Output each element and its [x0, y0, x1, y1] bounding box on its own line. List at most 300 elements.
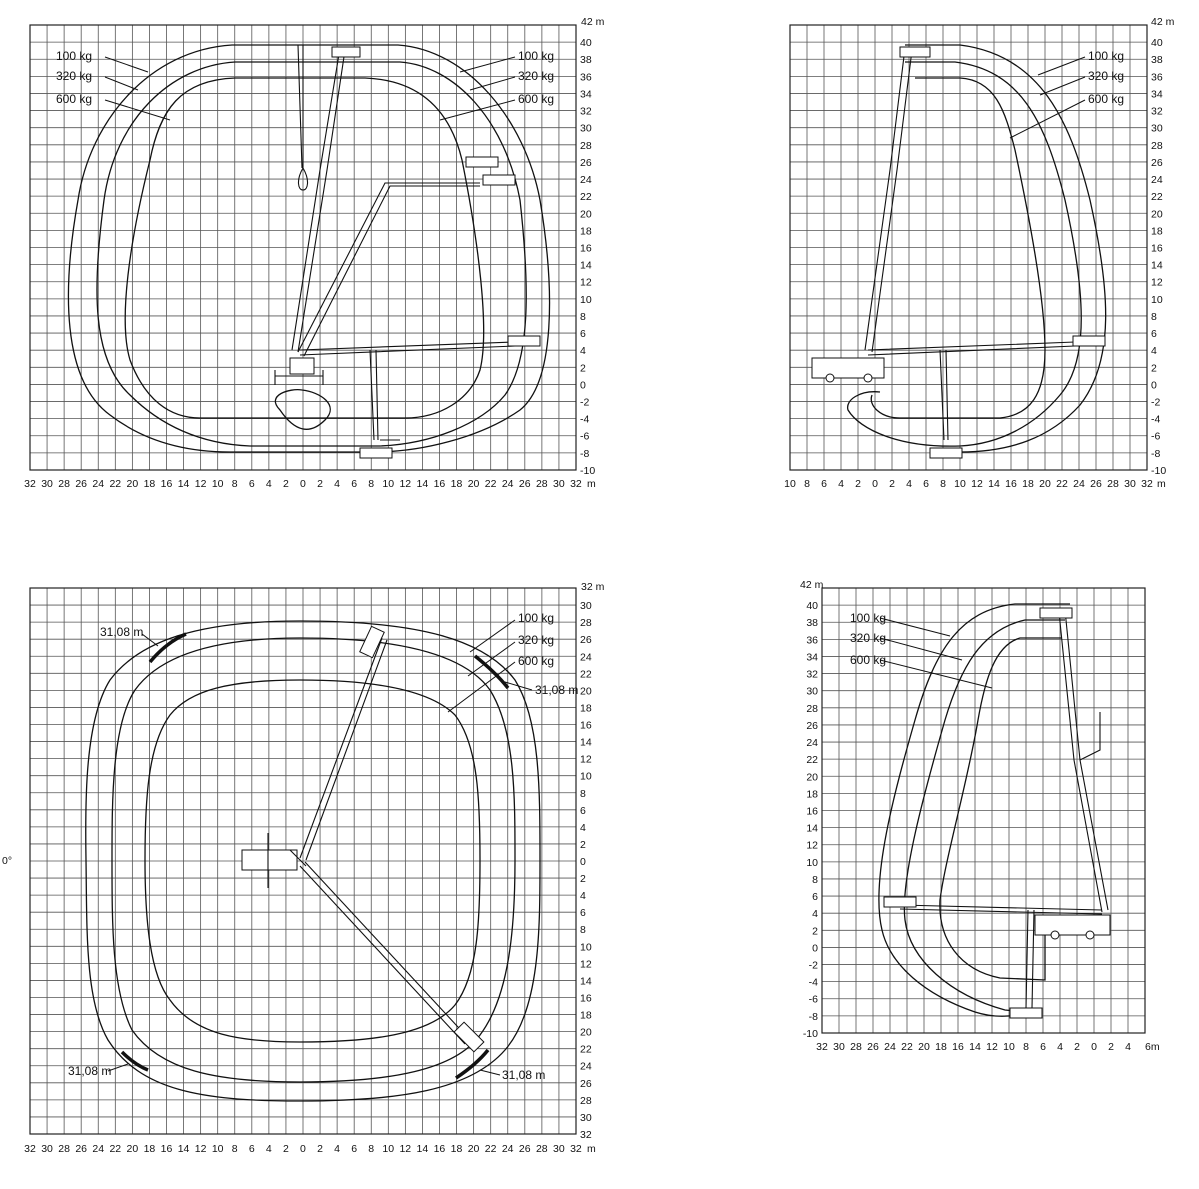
basket-lower: [454, 1022, 484, 1052]
side-full-x-ticks: [24, 478, 582, 490]
y-tick-label: 22: [806, 754, 818, 767]
label-100kg: 100 kg: [850, 611, 887, 625]
y-tick-label: 26: [1151, 156, 1163, 169]
x-tick-label: 2: [282, 478, 289, 490]
y-tick-label: -4: [808, 976, 818, 989]
x-tick-label: 2: [1074, 1041, 1080, 1053]
label-320kg: 320 kg: [1088, 69, 1125, 83]
y-tick-label: 2: [812, 925, 818, 938]
x-tick-label: 22: [901, 1041, 913, 1053]
y-tick-label: 26: [806, 719, 818, 732]
y-tick-label: 34: [806, 651, 818, 664]
x-tick-label: 20: [1039, 478, 1051, 490]
side-half-y-ticks: [1151, 37, 1166, 477]
x-tick-label: 4: [265, 478, 272, 490]
x-tick-label: 16: [433, 478, 446, 490]
top-view-x-unit: m: [587, 1143, 596, 1155]
y-tick-label: -10: [1151, 464, 1167, 477]
y-tick-label: 14: [580, 975, 592, 988]
x-tick-label: 12: [194, 1143, 207, 1155]
y-tick-label: 10: [580, 293, 592, 306]
label-320kg-left: 320 kg: [56, 69, 93, 83]
y-tick-label: 14: [580, 736, 592, 749]
x-tick-label: 24: [1073, 478, 1085, 490]
y-tick-label: -2: [580, 396, 590, 409]
y-tick-label: 22: [580, 191, 592, 204]
y-tick-label: 2: [580, 838, 586, 851]
side-half-x-ticks: [784, 478, 1153, 490]
x-tick-label: 10: [1003, 1041, 1015, 1053]
y-tick-label: 18: [580, 225, 592, 238]
x-tick-label: 8: [231, 478, 238, 490]
y-tick-label: 30: [580, 1111, 592, 1124]
x-tick-label: 10: [784, 478, 796, 490]
x-tick-label: 12: [194, 478, 207, 490]
y-tick-label: 36: [580, 71, 592, 84]
y-tick-label: 18: [1151, 225, 1163, 238]
x-tick-label: 32: [1141, 478, 1153, 490]
side-rear-y-ticks: [803, 600, 818, 1040]
truck-chassis: [1035, 915, 1110, 935]
y-tick-label: 8: [1151, 310, 1157, 323]
label-600kg-left: 600 kg: [56, 92, 93, 106]
arrow-320kg-left: [105, 77, 138, 90]
x-tick-label: 32: [570, 478, 582, 490]
y-tick-label: 12: [580, 276, 592, 289]
x-tick-label: 14: [416, 478, 429, 490]
basket-top: [900, 47, 930, 57]
basket-top: [332, 47, 360, 57]
x-tick-label: 24: [884, 1041, 896, 1053]
y-tick-label: 24: [580, 174, 592, 187]
radius-label-bottom-right: 31,08 m: [502, 1068, 546, 1082]
y-tick-label: -8: [580, 447, 590, 460]
label-600kg: 600 kg: [850, 653, 887, 667]
label-100kg-right: 100 kg: [518, 49, 555, 63]
label-320kg: 320 kg: [850, 631, 887, 645]
y-tick-label: 36: [1151, 71, 1163, 84]
y-tick-label: 6: [580, 907, 586, 920]
chassis-top: [242, 850, 297, 870]
x-tick-label: 10: [382, 1143, 395, 1155]
x-tick-label: 6: [248, 1143, 255, 1155]
x-tick-label: 8: [1023, 1041, 1029, 1053]
y-tick-label: -6: [1151, 430, 1161, 443]
y-tick-label: -8: [808, 1010, 818, 1023]
side-rear-x-unit: 6m: [1145, 1041, 1160, 1053]
x-tick-label: 30: [833, 1041, 845, 1053]
y-tick-label: 10: [580, 941, 592, 954]
x-tick-label: 20: [467, 478, 480, 490]
y-tick-label: 32: [1151, 105, 1163, 118]
arrow-100kg: [880, 618, 950, 636]
boom-vertical: [1059, 610, 1108, 912]
y-tick-label: 28: [806, 702, 818, 715]
y-tick-label: 4: [580, 890, 586, 903]
x-tick-label: 0: [300, 1143, 306, 1155]
x-tick-label: 26: [518, 478, 531, 490]
y-tick-label: 6: [812, 891, 818, 904]
y-tick-label: 38: [1151, 54, 1163, 67]
x-tick-label: 32: [570, 1143, 582, 1155]
x-tick-label: 6: [821, 478, 827, 490]
y-tick-label: 12: [580, 753, 592, 766]
x-tick-label: 26: [867, 1041, 879, 1053]
x-tick-label: 26: [1090, 478, 1102, 490]
y-tick-label: 8: [580, 310, 586, 323]
y-tick-label: 30: [580, 122, 592, 135]
x-tick-label: 0: [872, 478, 878, 490]
x-tick-label: 12: [986, 1041, 998, 1053]
x-tick-label: 30: [41, 1143, 53, 1155]
label-100kg: 100 kg: [518, 611, 555, 625]
y-tick-label: 20: [1151, 208, 1163, 221]
label-320kg: 320 kg: [518, 633, 555, 647]
radius-arc-top-left: [150, 634, 186, 662]
y-tick-label: 24: [1151, 174, 1163, 187]
basket-upper-right-1: [466, 157, 498, 167]
y-tick-label: 6: [580, 328, 586, 341]
basket-right: [1073, 336, 1105, 346]
x-tick-label: 10: [954, 478, 966, 490]
envelope-320kg: [97, 62, 526, 446]
label-100kg: 100 kg: [1088, 49, 1125, 63]
y-tick-label: 8: [812, 873, 818, 886]
x-tick-label: 4: [334, 478, 341, 490]
y-tick-label: -6: [580, 430, 590, 443]
y-tick-label: 12: [1151, 276, 1163, 289]
x-tick-label: 28: [535, 1143, 548, 1155]
chassis: [290, 358, 314, 374]
wheel-front: [1051, 931, 1059, 939]
side-half-diagram: [784, 16, 1174, 490]
x-tick-label: 22: [484, 478, 497, 490]
boom-down: [940, 350, 948, 440]
x-tick-label: 10: [382, 478, 395, 490]
y-tick-label: -4: [580, 413, 590, 426]
x-tick-label: 4: [334, 1143, 341, 1155]
envelope-320kg: [112, 638, 515, 1082]
y-tick-label: -10: [802, 1027, 818, 1040]
x-tick-label: 14: [177, 478, 190, 490]
y-tick-label: 14: [1151, 259, 1163, 272]
arrow-radius-top-left: [142, 634, 158, 646]
y-tick-label: 26: [580, 156, 592, 169]
radius-arc-bottom-right: [456, 1050, 488, 1078]
y-tick-label: 12: [806, 839, 818, 852]
y-tick-label: 16: [580, 719, 592, 732]
x-tick-label: 32: [24, 1143, 36, 1155]
x-tick-label: 10: [211, 478, 224, 490]
basket-low: [1010, 1008, 1042, 1018]
arrow-radius-bottom-right: [480, 1070, 500, 1075]
radius-label-top-left: 31,08 m: [100, 625, 144, 639]
x-tick-label: 20: [126, 478, 139, 490]
x-tick-label: 4: [1125, 1041, 1131, 1053]
x-tick-label: 22: [109, 478, 122, 490]
y-tick-label: 14: [580, 259, 592, 272]
x-tick-label: 22: [484, 1143, 497, 1155]
side-full-x-unit: m: [587, 478, 596, 490]
x-tick-label: 12: [399, 1143, 412, 1155]
arrow-radius-top-right: [505, 682, 532, 690]
wheel-rear: [864, 374, 872, 382]
y-tick-label: 8: [580, 787, 586, 800]
y-tick-label: 22: [580, 1043, 592, 1056]
y-tick-label: 8: [580, 924, 586, 937]
basket-top: [1040, 608, 1072, 618]
x-tick-label: 18: [450, 478, 463, 490]
x-tick-label: 4: [1057, 1041, 1063, 1053]
truck-chassis: [812, 358, 884, 378]
x-tick-label: 14: [416, 1143, 429, 1155]
label-320kg-right: 320 kg: [518, 69, 555, 83]
x-tick-label: 20: [467, 1143, 480, 1155]
x-tick-label: 16: [1005, 478, 1017, 490]
y-tick-label: 40: [580, 37, 592, 50]
x-tick-label: 18: [1022, 478, 1034, 490]
y-tick-label: 24: [580, 651, 592, 664]
x-tick-label: 30: [1124, 478, 1136, 490]
y-tick-label: 38: [806, 617, 818, 630]
y-tick-label: 26: [580, 634, 592, 647]
y-tick-label: 0: [812, 942, 818, 955]
y-tick-label: 20: [580, 685, 592, 698]
y-tick-label: -2: [1151, 396, 1161, 409]
arrow-600kg: [1010, 100, 1085, 138]
angle-label: 0°: [2, 855, 13, 867]
y-tick-label: 0: [1151, 379, 1157, 392]
y-tick-label: 30: [580, 600, 592, 613]
x-tick-label: 2: [317, 478, 323, 490]
y-tick-label: 40: [1151, 37, 1163, 50]
top-view-y-unit: 32 m: [581, 581, 605, 593]
y-tick-label: 0: [580, 379, 586, 392]
y-tick-label: 24: [806, 737, 818, 750]
y-tick-label: 20: [580, 208, 592, 221]
y-tick-label: 30: [1151, 122, 1163, 135]
y-tick-label: 30: [806, 685, 818, 698]
top-view-diagram: [2, 581, 605, 1155]
x-tick-label: 2: [855, 478, 861, 490]
label-600kg: 600 kg: [1088, 92, 1125, 106]
x-tick-label: 28: [1107, 478, 1119, 490]
arrow-320kg-right: [470, 77, 515, 90]
y-tick-label: 10: [1151, 293, 1163, 306]
x-tick-label: 14: [988, 478, 1000, 490]
side-half-x-unit: m: [1157, 478, 1166, 490]
boom-horizontal: [900, 905, 1102, 914]
y-tick-label: 4: [580, 821, 586, 834]
x-tick-label: 24: [501, 1143, 514, 1155]
x-tick-label: 28: [535, 478, 548, 490]
x-tick-label: 32: [816, 1041, 828, 1053]
basket-low: [930, 448, 962, 458]
y-tick-label: 4: [1151, 345, 1157, 358]
wheel-front: [826, 374, 834, 382]
x-tick-label: 30: [553, 478, 565, 490]
x-tick-label: 8: [940, 478, 946, 490]
x-tick-label: 4: [265, 1143, 272, 1155]
y-tick-label: -4: [1151, 413, 1161, 426]
boom-diagonal: [298, 183, 480, 356]
x-tick-label: 28: [58, 478, 70, 490]
y-tick-label: 32: [806, 668, 818, 681]
basket-left: [884, 897, 916, 907]
x-tick-label: 6: [923, 478, 929, 490]
y-tick-label: 40: [806, 600, 818, 613]
x-tick-label: 24: [92, 478, 105, 490]
x-tick-label: 28: [850, 1041, 862, 1053]
x-tick-label: 26: [518, 1143, 531, 1155]
x-tick-label: 18: [935, 1041, 947, 1053]
y-tick-label: 28: [1151, 139, 1163, 152]
label-600kg-right: 600 kg: [518, 92, 555, 106]
y-tick-label: 22: [580, 668, 592, 681]
side-full-y-ticks: [580, 37, 595, 477]
y-tick-label: 18: [580, 702, 592, 715]
x-tick-label: 18: [143, 478, 156, 490]
basket-upper-right-2: [483, 175, 515, 185]
x-tick-label: 4: [906, 478, 912, 490]
y-tick-label: 36: [806, 634, 818, 647]
x-tick-label: 8: [368, 478, 375, 490]
y-tick-label: 18: [580, 1009, 592, 1022]
y-tick-label: 2: [1151, 362, 1157, 375]
envelope-100kg: [905, 45, 1106, 452]
y-tick-label: 24: [580, 1060, 592, 1073]
side-half-y-unit: 42 m: [1151, 16, 1175, 28]
x-tick-label: 8: [231, 1143, 238, 1155]
y-tick-label: 28: [580, 1094, 592, 1107]
y-tick-label: 20: [806, 771, 818, 784]
y-tick-label: 10: [580, 770, 592, 783]
x-tick-label: 24: [501, 478, 514, 490]
x-tick-label: 16: [952, 1041, 964, 1053]
side-rear-y-unit: 42 m: [800, 579, 824, 591]
y-tick-label: 32: [580, 105, 592, 118]
y-tick-label: 34: [580, 88, 592, 101]
basket-low: [360, 448, 392, 458]
label-100kg-left: 100 kg: [56, 49, 93, 63]
y-tick-label: -2: [808, 959, 818, 972]
x-tick-label: 24: [92, 1143, 105, 1155]
boom-vertical-tip-loop: [298, 45, 308, 190]
y-tick-label: 16: [580, 242, 592, 255]
x-tick-label: 6: [351, 478, 358, 490]
arrow-320kg: [1040, 77, 1085, 95]
x-tick-label: 6: [351, 1143, 358, 1155]
x-tick-label: 8: [368, 1143, 375, 1155]
radius-label-bottom-left: 31,08 m: [68, 1064, 112, 1078]
x-tick-label: 6: [248, 478, 255, 490]
x-tick-label: 14: [969, 1041, 981, 1053]
side-full-y-unit: 42 m: [581, 16, 605, 28]
y-tick-label: 16: [806, 805, 818, 818]
y-tick-label: 6: [580, 804, 586, 817]
x-tick-label: 0: [1091, 1041, 1097, 1053]
y-tick-label: 4: [812, 908, 818, 921]
x-tick-label: 20: [126, 1143, 139, 1155]
y-tick-label: 0: [580, 856, 586, 868]
x-tick-label: 16: [160, 1143, 173, 1155]
x-tick-label: 30: [41, 478, 53, 490]
y-tick-label: 16: [1151, 242, 1163, 255]
y-tick-label: 28: [580, 139, 592, 152]
x-tick-label: 18: [143, 1143, 156, 1155]
y-tick-label: 32: [580, 1128, 592, 1141]
x-tick-label: 26: [75, 1143, 88, 1155]
x-tick-label: 2: [317, 1143, 323, 1155]
x-tick-label: 8: [804, 478, 810, 490]
boom-horizontal: [868, 342, 1075, 355]
radius-label-top-right: 31,08 m: [535, 683, 579, 697]
x-tick-label: 0: [300, 478, 306, 490]
radius-arc-top-right: [475, 656, 508, 688]
x-tick-label: 22: [1056, 478, 1068, 490]
x-tick-label: 30: [553, 1143, 565, 1155]
y-tick-label: 12: [580, 958, 592, 971]
side-full-diagram: [24, 16, 604, 490]
boom-down: [370, 350, 400, 440]
x-tick-label: 4: [838, 478, 844, 490]
side-rear-x-ticks: [816, 1041, 1131, 1053]
x-tick-label: 26: [75, 478, 88, 490]
y-tick-label: -8: [1151, 447, 1161, 460]
x-tick-label: 20: [918, 1041, 930, 1053]
x-tick-label: 18: [450, 1143, 463, 1155]
y-tick-label: 4: [580, 345, 586, 358]
y-tick-label: 2: [580, 873, 586, 886]
label-600kg: 600 kg: [518, 654, 555, 668]
top-view-y-ticks: [580, 600, 592, 1141]
y-tick-label: 2: [580, 362, 586, 375]
x-tick-label: 6: [1040, 1041, 1046, 1053]
boom-down: [1026, 910, 1034, 1008]
y-tick-label: 18: [806, 788, 818, 801]
x-tick-label: 14: [177, 1143, 190, 1155]
wheel-rear: [1086, 931, 1094, 939]
x-tick-label: 12: [971, 478, 983, 490]
y-tick-label: 34: [1151, 88, 1163, 101]
arrow-600kg-right: [440, 100, 515, 120]
y-tick-label: 10: [806, 856, 818, 869]
y-tick-label: 16: [580, 992, 592, 1005]
y-tick-label: 22: [1151, 191, 1163, 204]
basket-right: [508, 336, 540, 346]
x-tick-label: 2: [282, 1143, 289, 1155]
top-view-x-ticks: [24, 1143, 582, 1155]
boom-lower: [300, 862, 470, 1044]
x-tick-label: 22: [109, 1143, 122, 1155]
y-tick-label: 6: [1151, 328, 1157, 341]
x-tick-label: 28: [58, 1143, 70, 1155]
x-tick-label: 16: [160, 478, 173, 490]
x-tick-label: 10: [211, 1143, 224, 1155]
y-tick-label: 14: [806, 822, 818, 835]
y-tick-label: 28: [580, 617, 592, 630]
x-tick-label: 2: [1108, 1041, 1114, 1053]
y-tick-label: 38: [580, 54, 592, 67]
x-tick-label: 2: [889, 478, 895, 490]
x-tick-label: 16: [433, 1143, 446, 1155]
y-tick-label: -10: [580, 464, 596, 477]
y-tick-label: 20: [580, 1026, 592, 1039]
x-tick-label: 32: [24, 478, 36, 490]
y-tick-label: 26: [580, 1077, 592, 1090]
x-tick-label: 12: [399, 478, 412, 490]
y-tick-label: -6: [808, 993, 818, 1006]
